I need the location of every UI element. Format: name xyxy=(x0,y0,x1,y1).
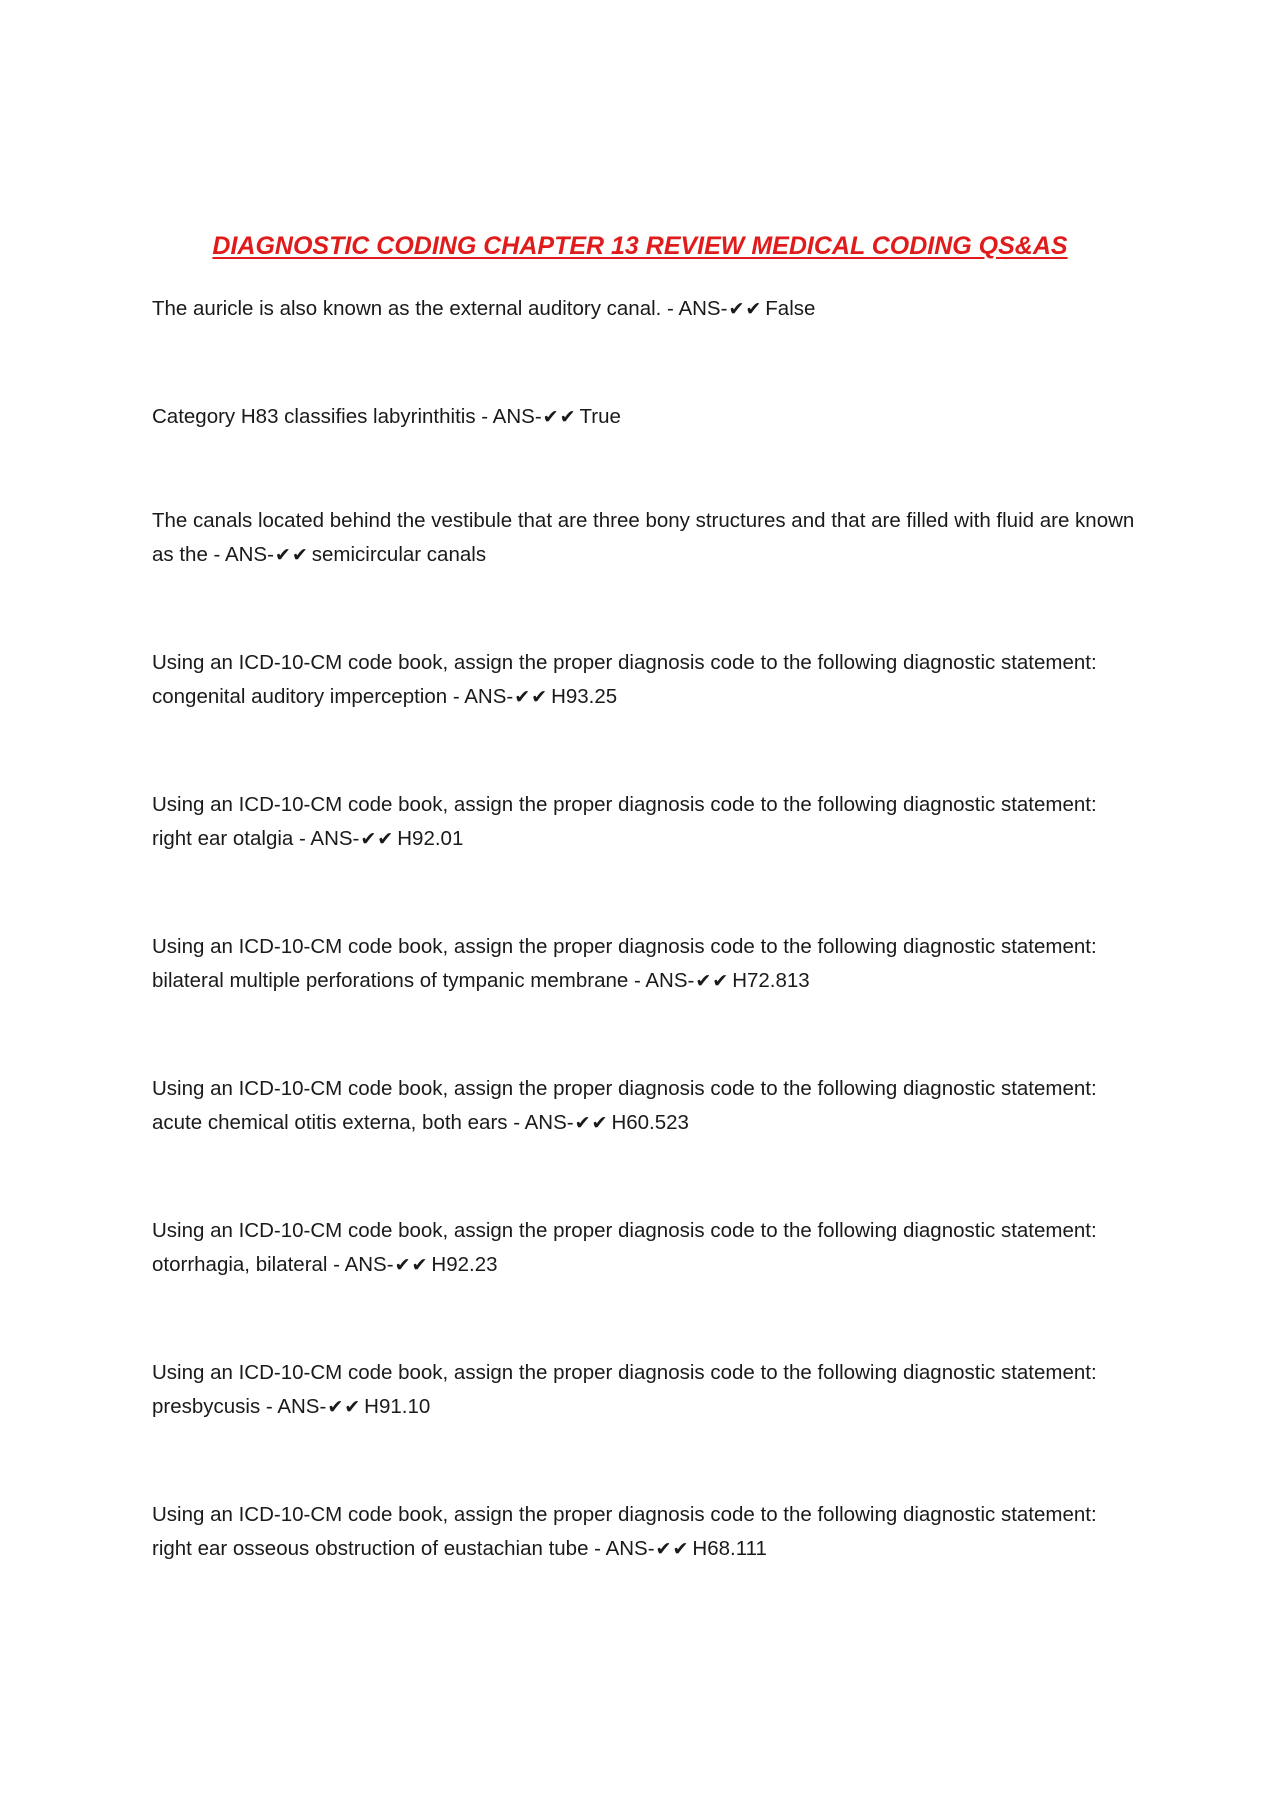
qa-item xyxy=(152,788,1142,856)
answer-text: H68.111 xyxy=(692,1537,767,1560)
double-check-icon: ✔✔ xyxy=(728,298,763,320)
qa-item xyxy=(152,930,1142,998)
answer-text: H72.813 xyxy=(732,969,810,992)
question-text: Using an ICD-10-CM code book, assign the proper diagnosis code to the following diagnostic statement: bilateral multiple perforations of tympanic membrane - xyxy=(152,935,1097,992)
answer-text: H91.10 xyxy=(364,1395,431,1418)
question-text: Using an ICD-10-CM code book, assign the proper diagnosis code to the following diagnostic statement: otorrhagia, bilateral - xyxy=(152,1219,1097,1276)
answer-text: H93.25 xyxy=(551,685,618,708)
question-text: Using an ICD-10-CM code book, assign the proper diagnosis code to the following diagnostic statement: right ear osseous obstruction of eustachian tube - xyxy=(152,1503,1097,1560)
double-check-icon: ✔✔ xyxy=(394,1254,429,1276)
question-text: The auricle is also known as the external auditory canal. - xyxy=(152,297,679,320)
answer-prefix: ANS- xyxy=(605,1537,655,1560)
answer-prefix: ANS- xyxy=(310,827,360,850)
answer-prefix: ANS- xyxy=(344,1253,394,1276)
double-check-icon: ✔✔ xyxy=(274,544,309,566)
qa-list xyxy=(152,292,1142,1640)
question-text: Using an ICD-10-CM code book, assign the proper diagnosis code to the following diagnostic statement: congenital auditory imperception - xyxy=(152,651,1097,708)
double-check-icon: ✔✔ xyxy=(574,1112,609,1134)
qa-item xyxy=(152,400,1142,434)
document-title: DIAGNOSTIC CODING CHAPTER 13 REVIEW MEDICAL CODING QS&AS xyxy=(212,232,1068,260)
double-check-icon: ✔✔ xyxy=(542,406,577,428)
answer-prefix: ANS- xyxy=(524,1111,574,1134)
question-text: Using an ICD-10-CM code book, assign the proper diagnosis code to the following diagnostic statement: right ear otalgia - xyxy=(152,793,1097,850)
answer-text: H92.23 xyxy=(431,1253,498,1276)
answer-prefix: ANS- xyxy=(678,297,728,320)
answer-text: H92.01 xyxy=(397,827,464,850)
qa-item xyxy=(152,1214,1142,1282)
answer-text: True xyxy=(579,405,621,428)
qa-item xyxy=(152,504,1142,572)
double-check-icon: ✔✔ xyxy=(655,1538,690,1560)
double-check-icon: ✔✔ xyxy=(360,828,395,850)
answer-prefix: ANS- xyxy=(277,1395,327,1418)
double-check-icon: ✔✔ xyxy=(695,970,730,992)
answer-prefix: ANS- xyxy=(224,543,274,566)
double-check-icon: ✔✔ xyxy=(327,1396,362,1418)
answer-text: semicircular canals xyxy=(311,543,487,566)
qa-item xyxy=(152,1498,1142,1566)
answer-text: False xyxy=(765,297,816,320)
double-check-icon: ✔✔ xyxy=(514,686,549,708)
qa-item xyxy=(152,1356,1142,1424)
question-text: Using an ICD-10-CM code book, assign the proper diagnosis code to the following diagnostic statement: presbycusis - xyxy=(152,1361,1097,1418)
answer-prefix: ANS- xyxy=(492,405,542,428)
question-text: Category H83 classifies labyrinthitis - xyxy=(152,405,493,428)
answer-prefix: ANS- xyxy=(645,969,695,992)
qa-item xyxy=(152,1072,1142,1140)
question-text: The canals located behind the vestibule that are three bony structures and that are filled with fluid are known as the - xyxy=(152,509,1135,566)
question-text: Using an ICD-10-CM code book, assign the proper diagnosis code to the following diagnostic statement: acute chemical otitis externa, both ears - xyxy=(152,1077,1097,1134)
answer-prefix: ANS- xyxy=(464,685,514,708)
qa-item xyxy=(152,292,1142,326)
qa-item xyxy=(152,646,1142,714)
answer-text: H60.523 xyxy=(611,1111,689,1134)
